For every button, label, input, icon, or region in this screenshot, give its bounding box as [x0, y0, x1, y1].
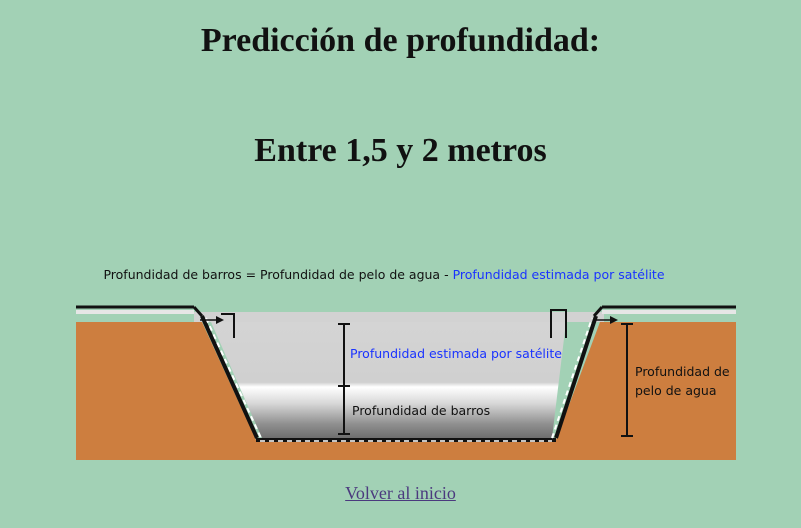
page-title: Predicción de profundidad:: [200, 22, 601, 59]
pond-depth-diagram: [76, 258, 736, 460]
pond-cross-section-svg: [76, 258, 736, 460]
back-to-home-link[interactable]: Volver al inicio: [345, 483, 456, 503]
depth-prediction-result: Entre 1,5 y 2 metros: [254, 132, 547, 169]
water-depth-label-line1: Profundidad de: [635, 364, 730, 379]
back-link-container: [0, 483, 801, 504]
formula-part-1: Profundidad de barros = Profundidad de pelo de agua -: [103, 267, 453, 282]
satellite-depth-label: Profundidad estimada por satélite: [350, 346, 562, 361]
pond-water: [211, 322, 566, 438]
water-depth-label-line2: pelo de agua: [635, 383, 717, 398]
mud-depth-label: Profundidad de barros: [352, 403, 491, 418]
formula-part-2: Profundidad estimada por satélite: [452, 267, 665, 282]
formula-text: [103, 267, 664, 282]
pond-water-surface: [194, 312, 604, 322]
